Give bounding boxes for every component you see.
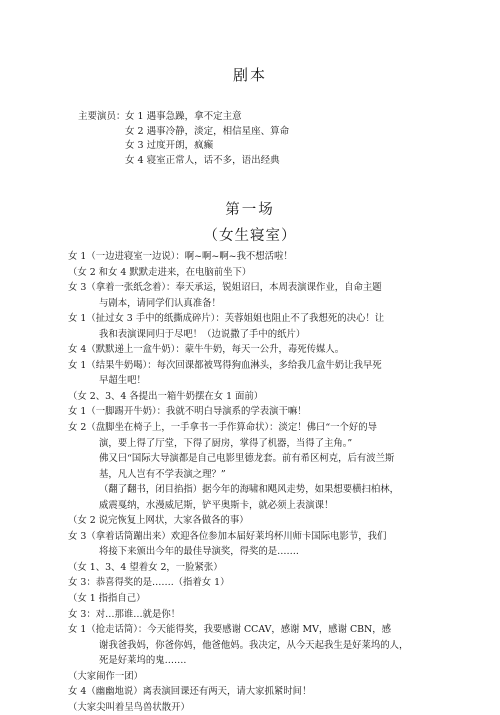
cast-label — [78, 125, 125, 140]
cast-entry — [78, 110, 438, 125]
script-line: 早超生吧！ — [99, 375, 146, 387]
cast-description: 女 2 遇事冷静，淡定，相信星座、算命 — [125, 125, 290, 137]
script-line: 女 1（一脚踢开牛奶）：我就不明白导演系的学表演干嘛！ — [68, 406, 307, 418]
script-line: （翻了翻书，闭目掐指）据今年的海啸和飓风走势，如果想要横扫柏林， — [99, 484, 400, 496]
scene-location: （女生寝室） — [203, 228, 297, 244]
script-line: 女 4（幽幽地说）离表演回课还有两天，请大家抓紧时间！ — [68, 686, 312, 698]
script-line: 女 3（拿着话筒蹦出来）欢迎各位参加本届好莱坞杯川师卡国际电影节，我们 — [68, 530, 387, 542]
document-title: 剧本 — [232, 66, 267, 84]
script-line: 女 1（结果牛奶喝）：每次回课都被骂得狗血淋头，多给我几盒牛奶让我早死 — [68, 359, 382, 371]
cast-entry — [78, 154, 438, 169]
script-line: （大家尖叫着呈鸟兽状散开） — [68, 701, 190, 713]
cast-entry — [78, 139, 438, 154]
cast-label — [78, 139, 125, 154]
script-line: 女 1（扯过女 3 手中的纸撕成碎片）：芙蓉姐姐也阻止不了我想死的决心！让 — [68, 313, 385, 325]
script-line: 演，要上得了厅堂，下得了厨房，掌得了机器，当得了主角。” — [99, 437, 353, 449]
script-line: （女 1 指指自己） — [68, 593, 146, 605]
script-body — [68, 249, 434, 715]
cast-description: 女 1 遇事急躁，拿不定主意 — [125, 111, 242, 122]
script-line: 将接下来颁出今年的最佳导演奖，得奖的是……. — [99, 546, 299, 558]
cast-list — [78, 110, 438, 168]
script-line: （女 2 说完恢复上网状，大家各做各的事） — [68, 515, 249, 527]
script-line: 基，凡人岂有不学表演之理？” — [99, 468, 226, 480]
script-line: 女 1（一边进寝室一边说）：啊~啊~啊~我不想活啦！ — [68, 251, 293, 262]
script-line: 威震戛纳，水漫威尼斯，铲平奥斯卡，就必须上表演课！ — [99, 499, 334, 511]
cast-description: 女 3 过度开朗，疯癫 — [125, 140, 214, 151]
script-line: 谢我爸我妈，你爸你妈，他爸他妈。我决定，从今天起我生是好莱坞的人， — [99, 639, 409, 651]
script-line: 与剧本，请同学们认真准备！ — [99, 297, 221, 309]
script-line: 佛又曰“国际大导演都是自己电影里德龙套。前有希区柯克，后有波兰斯 — [99, 453, 395, 465]
script-line: 女 2（盘脚坐在椅子上，一手拿书一手作算命状）：淡定！佛曰“一个好的导 — [68, 422, 378, 434]
script-line: 女 3：对…那谁…就是你！ — [68, 608, 181, 620]
script-line: 女 1（抢走话筒）：今天能得奖，我要感谢 CCAV，感谢 MV，感谢 CBN，感 — [68, 624, 391, 636]
cast-label — [78, 154, 125, 169]
script-line: （女 2、3、4 各提出一箱牛奶摆在女 1 面前） — [68, 390, 264, 402]
script-line: 女 3：恭喜得奖的是…….（指着女 1） — [68, 577, 230, 589]
cast-entry — [78, 125, 438, 140]
script-line: 女 4（默默递上一盒牛奶）：蒙牛牛奶，每天一公升，毒死传媒人。 — [68, 344, 345, 356]
scene-title: 第一场 — [225, 202, 275, 218]
script-line: （女 2 和女 4 默默走进来，在电脑前坐下） — [68, 266, 252, 278]
cast-description: 女 4 寝室正常人，话不多，语出经典 — [125, 154, 280, 166]
script-line: 我和表演课同归于尽吧！（边说撒了手中的纸片） — [99, 328, 306, 340]
script-line: 女 3（拿着一张纸念着）：奉天承运，锐姐诏曰，本周表演课作业，自命主题 — [68, 282, 382, 294]
script-line: 死是好莱坞的鬼……. — [99, 655, 187, 667]
script-line: （大家闹作一团） — [68, 670, 144, 682]
script-line: （女 1、3、4 望着女 2，一脸紧张） — [68, 561, 223, 573]
cast-label: 主要演员： — [78, 111, 126, 122]
